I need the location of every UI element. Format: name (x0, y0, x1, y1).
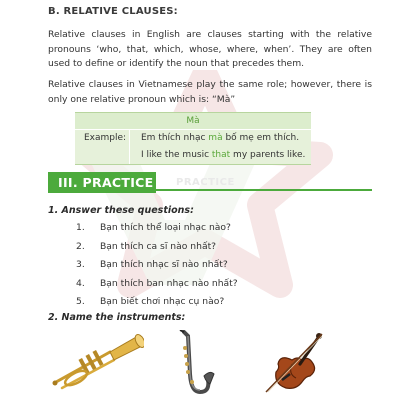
question-number: 4. (76, 277, 85, 289)
saxophone-icon (170, 330, 216, 398)
question-text: Bạn thích ca sĩ nào nhất? (100, 240, 217, 252)
example-table-header: Mà (75, 112, 311, 129)
practice-banner: III. PRACTICE (48, 172, 156, 193)
section-heading: B. RELATIVE CLAUSES: (48, 6, 178, 17)
question-number: 1. (76, 222, 85, 233)
sentence-part: my parents like. (230, 150, 306, 160)
question-heading: 1. Answer these questions: (48, 205, 194, 216)
question-number: 5. (76, 296, 85, 307)
question-number: 2. (76, 240, 85, 252)
example-vietnamese-sentence (141, 133, 299, 143)
example-label: Example: (84, 133, 127, 143)
question-text: Bạn biết chơi nhạc cụ nào? (100, 296, 225, 307)
sentence-part: bố mẹ em thích. (222, 133, 300, 143)
sentence-part: I like the music (141, 150, 212, 160)
example-english-sentence (141, 150, 305, 160)
sentence-part: Em thích nhạc (141, 133, 209, 143)
question-text: Bạn thích thể loại nhạc nào? (100, 222, 231, 233)
trumpet-icon (52, 330, 144, 394)
question-heading: 2. Name the instruments: (48, 312, 186, 323)
paragraph-relative-clauses-vietnamese: Relative clauses in Vietnamese play the same role; however, there is only one relative pronoun which is: “Mà” (48, 79, 372, 105)
banner-ghost-text: PRACTICE (176, 177, 235, 188)
banner-underline (156, 189, 372, 191)
example-table-row (75, 129, 311, 165)
question-text: Bạn thích ban nhạc nào nhất? (100, 277, 238, 289)
violin-icon (262, 330, 326, 396)
example-table (75, 112, 311, 165)
table-divider (129, 130, 130, 164)
highlighted-pronoun-that: that (211, 150, 231, 160)
highlighted-pronoun-ma: mà (208, 133, 223, 143)
question-number: 3. (76, 259, 85, 270)
paragraph-relative-clauses-english: Relative clauses in English are clauses starting with the relative pronouns ‘who, that, which, whose, where, when’. They are often used to define or identify the noun that precedes them. (48, 29, 372, 70)
question-text: Bạn thích nhạc sĩ nào nhất? (100, 259, 228, 270)
